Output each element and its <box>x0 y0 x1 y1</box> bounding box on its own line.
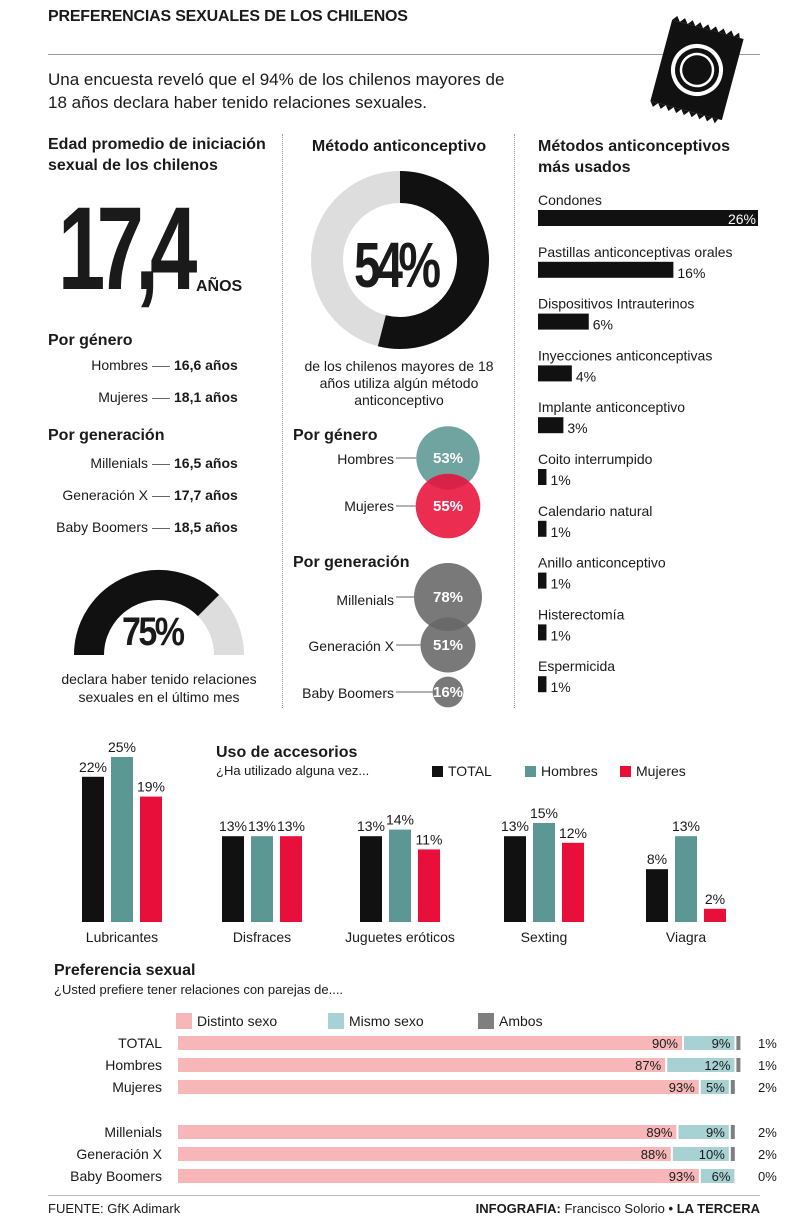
pref-value: 1% <box>758 1058 777 1073</box>
acc-bar <box>704 909 726 922</box>
acc-bar <box>504 836 526 922</box>
legend-label: Hombres <box>541 763 598 779</box>
edad-generacion-heading: Por generación <box>48 427 165 444</box>
metodo-label: Inyecciones anticonceptivas <box>538 347 713 364</box>
acc-value: 11% <box>415 831 443 848</box>
pref-bar <box>736 1036 740 1050</box>
legend-label: TOTAL <box>448 763 492 779</box>
pref-value: 2% <box>758 1125 777 1140</box>
metodo-bar <box>538 314 589 330</box>
acc-bar <box>140 797 162 922</box>
acc-value: 14% <box>385 811 415 828</box>
row-value: 17,7 años <box>174 487 238 503</box>
metodo-bar <box>538 676 546 692</box>
row-label: Mujeres <box>98 389 148 405</box>
metodo-bar <box>538 365 572 381</box>
acc-bar <box>646 869 668 922</box>
edad-unit: AÑOS <box>196 278 243 295</box>
metodo-pct: 3% <box>567 420 588 437</box>
pref-legend-ambos <box>478 1013 543 1029</box>
acc-value: 13% <box>356 818 386 835</box>
footer-publisher: • LA TERCERA <box>668 1201 760 1216</box>
acc-value: 2% <box>704 890 726 907</box>
metodo-pct: 1% <box>550 523 571 540</box>
acc-value: 15% <box>529 805 559 821</box>
acc-value: 13% <box>671 818 701 835</box>
acc-title: Uso de accesorios <box>216 744 358 761</box>
preferencia-bar-chart <box>40 1030 777 1190</box>
pref-value: 2% <box>758 1147 777 1162</box>
pref-subtitle: ¿Usted prefiere tener relaciones con parejas de.... <box>54 982 344 997</box>
metodo-label: Condones <box>538 192 602 208</box>
metodo-caption: de los chilenos mayores de 18 años utiliza algún método anticonceptivo <box>304 358 494 408</box>
pref-title: Preferencia sexual <box>54 962 196 979</box>
gauge-pct: 75% <box>122 610 183 654</box>
metodo-pct: 1% <box>550 627 571 644</box>
metodo-pct: 26% <box>727 211 756 227</box>
pref-value: 9% <box>711 1036 731 1051</box>
edad-generacion-row <box>2 454 262 472</box>
acc-bar <box>222 836 244 922</box>
metodo-genero-label: Hombres <box>337 451 394 467</box>
metodo-bar <box>538 210 758 226</box>
pref-value: 93% <box>668 1080 695 1095</box>
acc-value: 13% <box>218 818 248 835</box>
pref-bar <box>178 1147 671 1161</box>
bubble-label: 53% <box>432 450 464 467</box>
acc-value: 12% <box>558 824 588 841</box>
footer-credit <box>476 1201 760 1216</box>
edad-genero-row <box>2 356 262 374</box>
legend-swatch <box>328 1013 344 1029</box>
column-separator <box>514 134 515 708</box>
pref-bar <box>731 1125 735 1139</box>
metodo-pct: 1% <box>550 472 571 488</box>
bubble-label: 51% <box>432 637 464 654</box>
bubble-label: 55% <box>432 498 464 515</box>
page-title: PREFERENCIAS SEXUALES DE LOS CHILENOS <box>48 8 408 25</box>
acc-value: 8% <box>646 851 668 868</box>
metodo-pct: 6% <box>592 316 614 333</box>
acc-value: 13% <box>276 818 306 835</box>
legend-label: Mismo sexo <box>349 1013 424 1029</box>
bubble-label: 78% <box>432 589 464 606</box>
acc-bar <box>675 836 697 922</box>
condom-icon <box>652 18 742 122</box>
acc-category: Viagra <box>665 929 707 945</box>
row-value: 16,5 años <box>174 455 238 471</box>
pref-bar <box>178 1169 699 1183</box>
acc-subtitle: ¿Ha utilizado alguna vez... <box>216 763 370 778</box>
donut-pct: 54% <box>354 229 437 301</box>
metodo-pct: 1% <box>550 679 571 696</box>
metodo-bar <box>538 573 546 589</box>
pref-legend-mismo <box>328 1013 424 1029</box>
pref-legend-distinto <box>176 1013 277 1029</box>
metodo-label: Coito interrumpido <box>538 451 653 467</box>
metodo-genero-heading: Por género <box>293 427 378 444</box>
edad-genero-row <box>2 388 262 406</box>
row-dash <box>152 464 170 465</box>
column-separator <box>282 134 283 708</box>
edad-generacion-row <box>2 486 262 504</box>
row-label: Generación X <box>62 487 148 503</box>
edad-value: 17,4 <box>58 183 189 315</box>
pref-value: 88% <box>640 1147 667 1162</box>
row-value: 18,5 años <box>174 519 238 535</box>
pref-bar <box>731 1080 735 1094</box>
acc-value: 25% <box>107 739 137 755</box>
pref-value: 0% <box>758 1169 777 1184</box>
metodo-generacion-heading: Por generación <box>293 554 410 571</box>
bubble-chart <box>396 420 512 720</box>
pref-value: 12% <box>704 1058 731 1073</box>
pref-bar <box>178 1058 665 1072</box>
pref-value: 9% <box>706 1125 725 1140</box>
legend-label: Mujeres <box>636 763 686 779</box>
pref-value: 87% <box>635 1058 662 1073</box>
legend-label: Ambos <box>499 1013 543 1029</box>
pref-row-label: Baby Boomers <box>70 1168 162 1184</box>
acc-bar <box>418 849 440 922</box>
pref-value: 5% <box>706 1080 725 1095</box>
metodo-heading: Método anticonceptivo <box>311 138 487 155</box>
edad-heading: Edad promedio de iniciación sexual de los chilenos <box>48 136 266 174</box>
pref-row-label: Hombres <box>105 1057 162 1073</box>
metodo-label: Implante anticonceptivo <box>538 399 686 416</box>
metodo-label: Histerectomía <box>538 606 625 623</box>
pref-bar <box>731 1147 735 1161</box>
pref-value: 6% <box>711 1169 731 1184</box>
acc-bar <box>562 843 584 922</box>
footer-infografia-label: INFOGRAFIA: <box>475 1201 561 1216</box>
metodo-label: Anillo anticonceptivo <box>538 554 666 571</box>
pref-value: 2% <box>758 1080 777 1095</box>
acc-category: Lubricantes <box>85 929 159 945</box>
pref-bar <box>178 1036 682 1050</box>
row-label: Baby Boomers <box>56 519 148 535</box>
pref-value: 1% <box>758 1036 777 1051</box>
pref-value: 89% <box>646 1125 673 1140</box>
intro-text: Una encuesta reveló que el 94% de los chilenos mayores de 18 años declara haber tenido relaciones sexuales. <box>48 70 505 112</box>
metodo-generacion-label: Generación X <box>308 638 394 654</box>
metodo-pct: 16% <box>677 264 706 281</box>
edad-genero-heading: Por género <box>48 332 133 349</box>
metodo-label: Pastillas anticonceptivas orales <box>538 243 733 260</box>
metodo-bar <box>538 469 546 485</box>
metodos-bar-chart <box>538 188 760 708</box>
metodo-generacion-label: Millenials <box>336 592 394 608</box>
row-dash <box>152 398 170 399</box>
metodos-usados-heading: Métodos anticonceptivos más usados <box>538 138 731 176</box>
footer-source: FUENTE: GfK Adimark <box>48 1201 181 1216</box>
pref-row-label: TOTAL <box>118 1035 162 1051</box>
metodo-generacion-label: Baby Boomers <box>302 685 394 701</box>
acc-bar <box>251 836 273 922</box>
row-value: 18,1 años <box>174 389 238 405</box>
legend-label: Distinto sexo <box>197 1013 278 1029</box>
row-value: 16,6 años <box>174 357 238 373</box>
metodo-bar <box>538 262 673 278</box>
metodo-bar <box>538 521 546 537</box>
pref-row-label: Millenials <box>104 1124 162 1140</box>
row-dash <box>152 528 170 529</box>
metodo-pct: 4% <box>575 368 597 385</box>
bubble-label: 16% <box>432 684 464 701</box>
pref-bar <box>178 1125 676 1139</box>
row-dash <box>152 496 170 497</box>
metodo-label: Espermicida <box>538 658 616 675</box>
accesorios-bar-chart <box>40 730 760 950</box>
acc-value: 22% <box>78 758 108 775</box>
acc-value: 19% <box>136 778 166 795</box>
row-dash <box>152 366 170 367</box>
metodo-bar <box>538 417 563 433</box>
metodo-genero-label: Mujeres <box>344 498 394 514</box>
acc-bar <box>533 823 555 922</box>
acc-bar <box>389 830 411 922</box>
acc-bar <box>360 836 382 922</box>
acc-value: 13% <box>247 818 277 835</box>
pref-row-label: Mujeres <box>112 1079 162 1095</box>
row-label: Hombres <box>91 357 148 373</box>
pref-value: 90% <box>651 1036 678 1051</box>
pref-value: 10% <box>698 1147 725 1162</box>
edad-generacion-row <box>2 518 262 536</box>
acc-bar <box>82 777 104 922</box>
acc-category: Disfraces <box>232 929 292 945</box>
acc-category: Sexting <box>520 929 568 945</box>
footer-author: Francisco Solorio <box>564 1201 665 1216</box>
pref-row-label: Generación X <box>76 1146 162 1162</box>
metodo-label: Calendario natural <box>538 502 653 519</box>
gauge-caption: declara haber tenido relaciones sexuales en el último mes <box>61 671 257 705</box>
metodo-label: Dispositivos Intrauterinos <box>538 295 695 312</box>
acc-value: 13% <box>500 818 530 835</box>
row-label: Millenials <box>90 455 148 471</box>
footer-rule <box>48 1195 760 1196</box>
metodo-pct: 1% <box>550 575 571 592</box>
acc-category: Juguetes eróticos <box>345 929 455 945</box>
pref-value: 93% <box>668 1169 695 1184</box>
legend-swatch <box>176 1013 192 1029</box>
metodo-bar <box>538 624 546 640</box>
pref-bar <box>736 1058 740 1072</box>
legend-swatch <box>478 1013 494 1029</box>
acc-bar <box>280 836 302 922</box>
acc-bar <box>111 757 133 922</box>
pref-bar <box>178 1080 699 1094</box>
